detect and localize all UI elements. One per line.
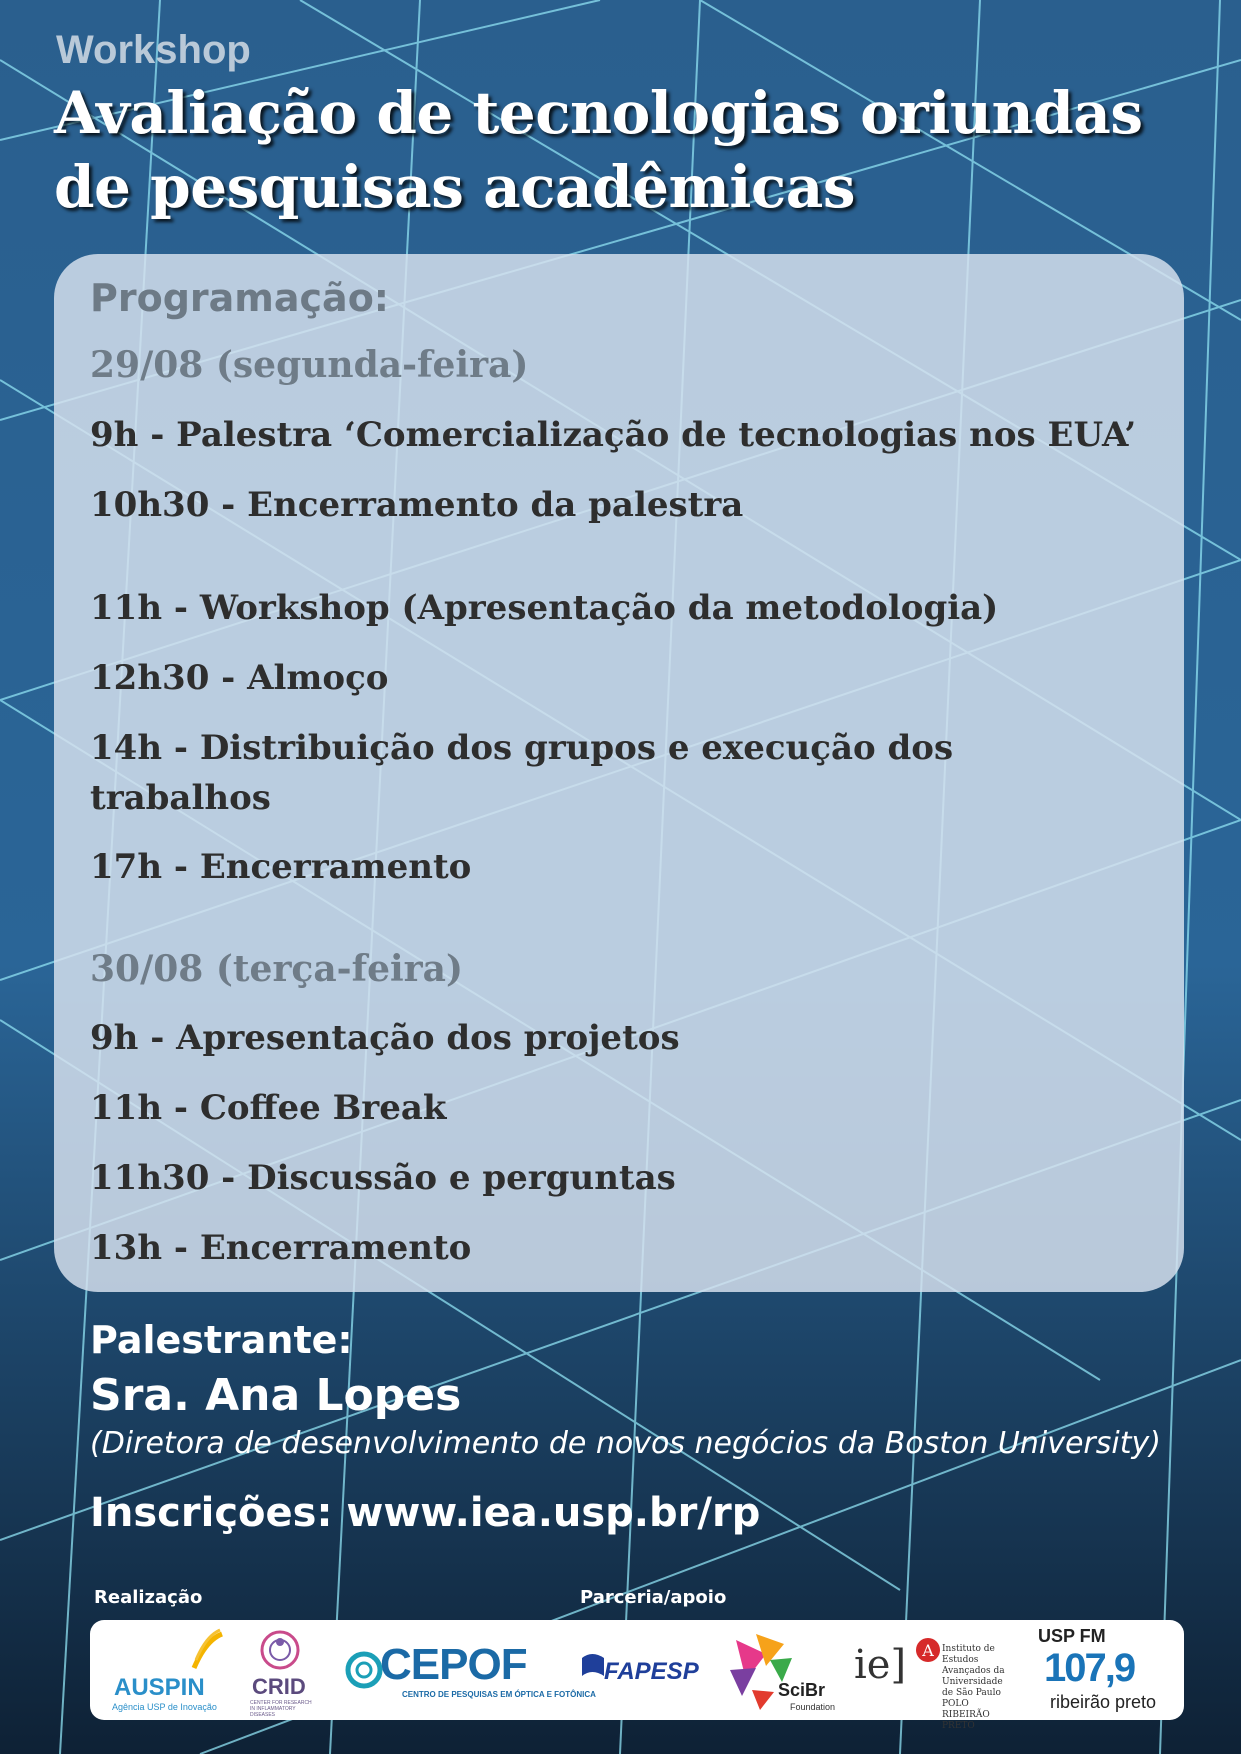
- schedule-item: 17h - Encerramento: [90, 847, 472, 887]
- program-heading: Programação:: [90, 276, 389, 320]
- svg-text:A: A: [922, 1641, 934, 1660]
- day2-date: 30/08 (terça-feira): [90, 948, 463, 990]
- parceria-label: Parceria/apoio: [580, 1587, 727, 1608]
- logo-strip: [90, 1620, 1184, 1731]
- auspin-sub: Agência USP de Inovação: [112, 1702, 217, 1712]
- schedule-item: 12h30 - Almoço: [90, 658, 389, 698]
- speaker-role: (Diretora de desenvolvimento de novos negócios da Boston University): [90, 1426, 1161, 1461]
- iea-sub: Instituto de Estudos Avançados da Universidade de São Paulo POLO RIBEIRÃO PRETO: [942, 1644, 1005, 1731]
- uspfm-logo: USP FM: [1038, 1626, 1106, 1646]
- iea-logo: ie]: [854, 1642, 907, 1688]
- fapesp-logo: FAPESP: [604, 1658, 699, 1685]
- iea-a-icon: [914, 1620, 942, 1720]
- schedule-item: 9h - Palestra ‘Comercialização de tecnologias nos EUA’: [90, 415, 1137, 455]
- page-title: Avaliação de tecnologias oriundas de pesquisas acadêmicas: [54, 79, 1143, 221]
- schedule-item: 11h30 - Discussão e perguntas: [90, 1158, 676, 1198]
- crid-sub: CENTER FOR RESEARCH IN INFLAMMATORY DISEASES: [250, 1700, 312, 1718]
- registration-link[interactable]: Inscrições: www.iea.usp.br/rp: [90, 1490, 761, 1536]
- uspfm-city: ribeirão preto: [1050, 1692, 1157, 1712]
- schedule-item: 14h - Distribuição dos grupos e execução dos trabalhos: [90, 728, 954, 818]
- scibr-sub: Foundation: [790, 1702, 836, 1712]
- schedule-item: 9h - Apresentação dos projetos: [90, 1018, 680, 1058]
- schedule-item: 10h30 - Encerramento da palestra: [90, 485, 744, 525]
- auspin-logo: AUSPIN: [114, 1674, 205, 1701]
- cepof-logo-icon: [344, 1620, 384, 1720]
- schedule-item: 11h - Workshop (Apresentação da metodologia): [90, 588, 999, 628]
- day1-date: 29/08 (segunda-feira): [90, 344, 529, 386]
- scibr-logo-icon: [726, 1620, 796, 1720]
- cepof-sub: CENTRO DE PESQUISAS EM ÓPTICA E FOTÔNICA: [402, 1690, 596, 1699]
- speaker-label: Palestrante:: [90, 1318, 353, 1362]
- speaker-name: Sra. Ana Lopes: [90, 1370, 462, 1421]
- uspfm-frequency: 107,9: [1044, 1646, 1135, 1690]
- schedule-item: 13h - Encerramento: [90, 1228, 472, 1268]
- crid-logo: CRID: [252, 1674, 306, 1699]
- cepof-logo: CEPOF: [380, 1640, 527, 1689]
- schedule-item: 11h - Coffee Break: [90, 1088, 447, 1128]
- realizacao-label: Realização: [94, 1587, 203, 1608]
- eyebrow-workshop: Workshop: [56, 28, 251, 72]
- scibr-logo: SciBr: [778, 1680, 826, 1700]
